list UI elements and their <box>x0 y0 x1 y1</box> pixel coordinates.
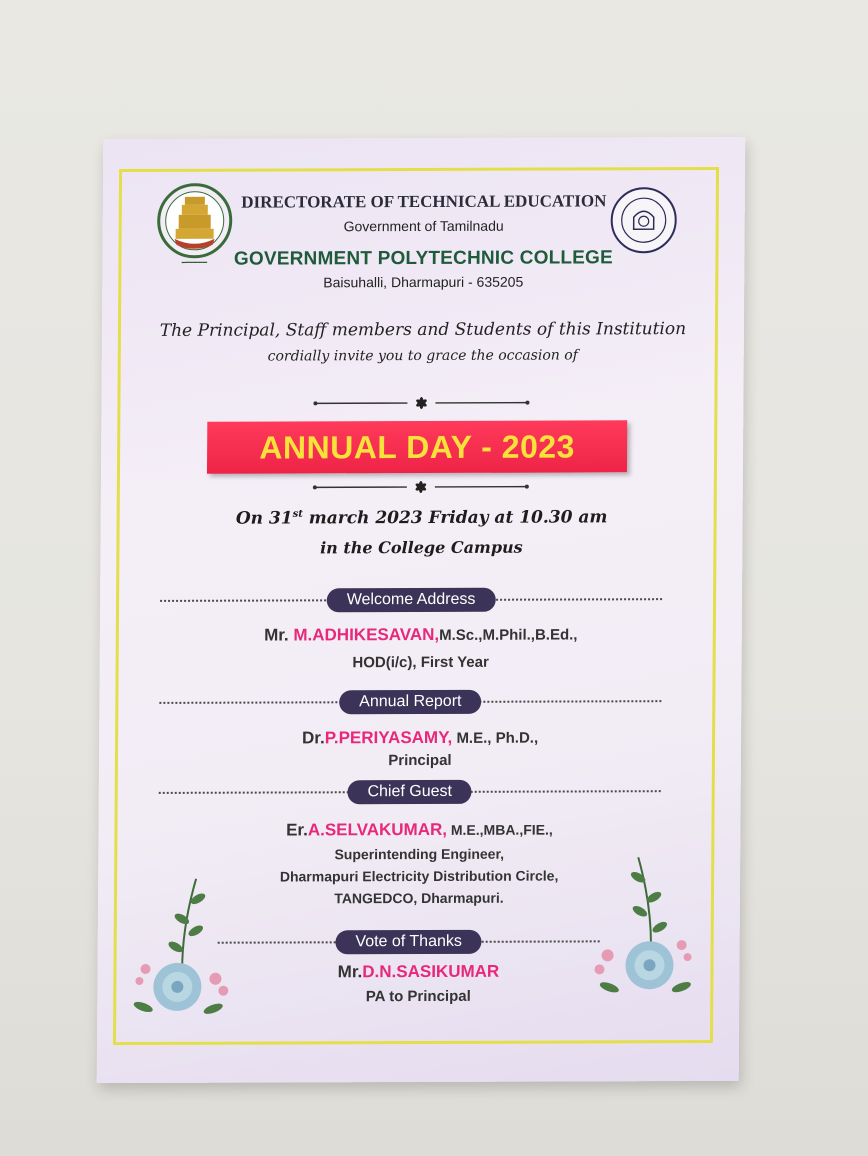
section-report <box>159 689 661 715</box>
svg-text:━━━━━━: ━━━━━━ <box>181 258 208 267</box>
section-label: Welcome Address <box>327 588 496 613</box>
flower-ornament-icon <box>311 396 531 411</box>
college-address: Baisuhalli, Dharmapuri - 635205 <box>323 273 524 291</box>
event-venue: in the College Campus <box>320 537 523 558</box>
invitation-line-2: cordially invite you to grace the occasion of <box>267 347 578 365</box>
event-date: On 31st march 2023 Friday at 10.30 am <box>235 507 608 529</box>
welcome-speaker-role: HOD(i/c), First Year <box>352 653 489 672</box>
thanks-speaker-role: PA to Principal <box>365 987 471 1006</box>
thanks-speaker: Mr.D.N.SASIKUMAR <box>337 961 500 982</box>
government-subheading: Government of Tamilnadu <box>343 217 504 235</box>
welcome-speaker: Mr. M.ADHIKESAVAN,M.Sc.,M.Phil.,B.Ed., <box>264 624 578 645</box>
section-label: Annual Report <box>339 690 481 714</box>
college-name: GOVERNMENT POLYTECHNIC COLLEGE <box>233 247 614 270</box>
flower-ornament-icon <box>311 480 531 495</box>
invitation-line-1: The Principal, Staff members and Students of this Institution <box>159 319 687 341</box>
chief-guest-name: Er.A.SELVAKUMAR, M.E.,MBA.,FIE., <box>286 819 553 840</box>
section-chief <box>159 779 661 805</box>
directorate-heading: DIRECTORATE OF TECHNICAL EDUCATION <box>241 191 607 212</box>
floral-bouquet-icon <box>577 837 698 1007</box>
section-label: Chief Guest <box>347 780 472 804</box>
floral-bouquet-icon <box>125 859 246 1029</box>
chief-guest-role-1: Superintending Engineer, <box>334 845 505 863</box>
chief-guest-role-3: TANGEDCO, Dharmapuri. <box>334 889 504 907</box>
invitation-card <box>97 137 746 1083</box>
chief-guest-role-2: Dharmapuri Electricity Distribution Circle, <box>279 867 559 885</box>
report-speaker-role: Principal <box>388 751 452 770</box>
section-label: Vote of Thanks <box>335 930 482 955</box>
event-title-banner: ANNUAL DAY - 2023 <box>207 420 627 473</box>
report-speaker: Dr.P.PERIYASAMY, M.E., Ph.D., <box>301 727 539 748</box>
section-welcome <box>160 587 662 613</box>
